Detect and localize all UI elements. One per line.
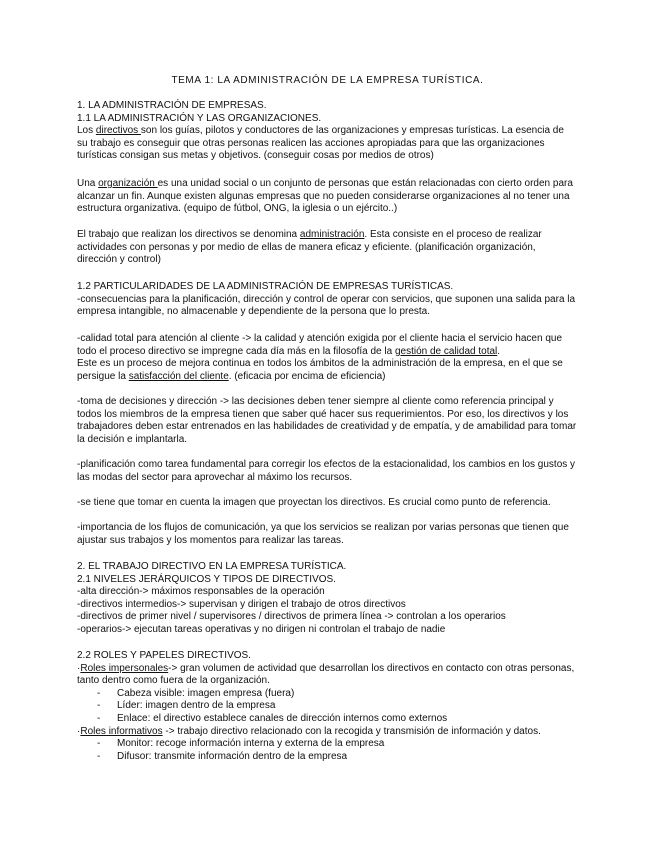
list-item: -operarios-> ejecutan tareas operativas y no dirigen ni controlan el trabajo de nadie: [77, 623, 446, 635]
section-1-2: [77, 281, 577, 319]
document-title: TEMA 1: LA ADMINISTRACIÓN DE LA EMPRESA TURÍSTICA.: [171, 75, 484, 86]
paragraph-planificacion: -planificación como tarea fundamental para corregir los efectos de la estacionalidad, los cambios en los gustos y las modas del sector para aprovechar al máximo los recursos.: [77, 459, 576, 483]
list-item: - Cabeza visible: imagen empresa (fuera): [97, 687, 295, 699]
list-item: -directivos intermedios-> supervisan y dirigen el trabajo de otros directivos: [77, 598, 406, 610]
list-item: - Difusor: transmite información dentro de la empresa: [97, 750, 348, 762]
subsection-heading: 2.1 NIVELES JERÁRQUICOS Y TIPOS DE DIRECTIVOS.: [77, 573, 336, 585]
list-item: -directivos de primer nivel / supervisores / directivos de primera línea -> controlan a los operarios: [77, 611, 506, 623]
list-item: -alta dirección-> máximos responsables de la operación: [77, 586, 325, 598]
section-2: [77, 561, 577, 637]
section-heading: 2.2 ROLES Y PAPELES DIRECTIVOS.: [77, 650, 251, 661]
section-heading: 1. LA ADMINISTRACIÓN DE EMPRESAS.: [77, 100, 267, 111]
list-item: - Líder: imagen dentro de la empresa: [97, 700, 276, 712]
roles-impersonales: ·Roles impersonales-> gran volumen de actividad que desarrollan los directivos en contacto con otras personas, tanto dentro como fuera de la organización.: [77, 662, 575, 687]
section-heading: 1.2 PARTICULARIDADES DE LA ADMINISTRACIÓN DE EMPRESAS TURÍSTICAS.: [77, 281, 454, 292]
subsection-heading: 1.1 LA ADMINISTRACIÓN Y LAS ORGANIZACIONES.: [77, 112, 322, 124]
paragraph-toma-decisiones: -toma de decisiones y dirección -> las decisiones deben tener siempre al cliente como referencia principal y todos los miembros de la empresa tienen que saber qué hacer sus requerimientos. Por eso, los directivos y los trabajadores deben estar entrenados en las habilidades de creatividad y de empatía, y de amabilidad para tomar la decisión e implantarla.: [77, 396, 577, 445]
paragraph-directivos: Los directivos son los guías, pilotos y conductores de las organizaciones y empresas turísticas. La esencia de su trabajo es conseguir que otras personas realicen las acciones apropiadas para que las organizaciones turísticas consigan sus metas y objetivos. (conseguir cosas por medios de otros): [77, 125, 564, 162]
list-item: - Monitor: recoge información interna y externa de la empresa: [97, 738, 385, 750]
roles-informativos: ·Roles informativos -> trabajo directivo relacionado con la recogida y transmisión de información y datos.: [77, 725, 541, 737]
list-item: - Enlace: el directivo establece canales de dirección internos como externos: [97, 712, 448, 724]
paragraph-calidad-total: -calidad total para atención al cliente -> la calidad y atención exigida por el cliente hacia el servicio hacen que todo el proceso directivo se impregne cada día más en la filosofía de la gestión de calidad total. Este es un proceso de mejora continua en todos los ámbitos de la administración de la empresa, en el que se persigue la satisfacción del cliente. (eficacia por encima de eficiencia): [77, 333, 563, 382]
paragraph-administracion: El trabajo que realizan los directivos se denomina administración. Esta consiste en el proceso de realizar actividades con personas y por medio de ellas de manera eficaz y eficiente. (planificación organización, dirección y control): [77, 229, 542, 266]
paragraph-consecuencias: -consecuencias para la planificación, dirección y control de operar con servicios, que suponen una salida para la empresa intangible, no almacenable y dependiente de la persona que lo presta.: [77, 293, 576, 318]
paragraph-imagen: -se tiene que tomar en cuenta la imagen que proyectan los directivos. Es crucial como punto de referencia.: [77, 497, 551, 508]
section-1: [77, 100, 577, 163]
section-2-2: [77, 650, 577, 763]
section-heading: 2. EL TRABAJO DIRECTIVO EN LA EMPRESA TURÍSTICA.: [77, 561, 347, 572]
paragraph-organizacion: Una organización es una unidad social o un conjunto de personas que están relacionadas con cierto orden para alcanzar un fin. Aunque existen algunas empresas que no pueden considerarse organizaciones al no tener una estructura organizativa. (equipo de fútbol, ONG, la iglesia o un ejército..): [77, 178, 573, 215]
paragraph-comunicacion: -importancia de los flujos de comunicación, ya que los servicios se realizan por varias personas que tienen que ajustar sus trabajos y los momentos para realizar las tareas.: [77, 522, 569, 546]
